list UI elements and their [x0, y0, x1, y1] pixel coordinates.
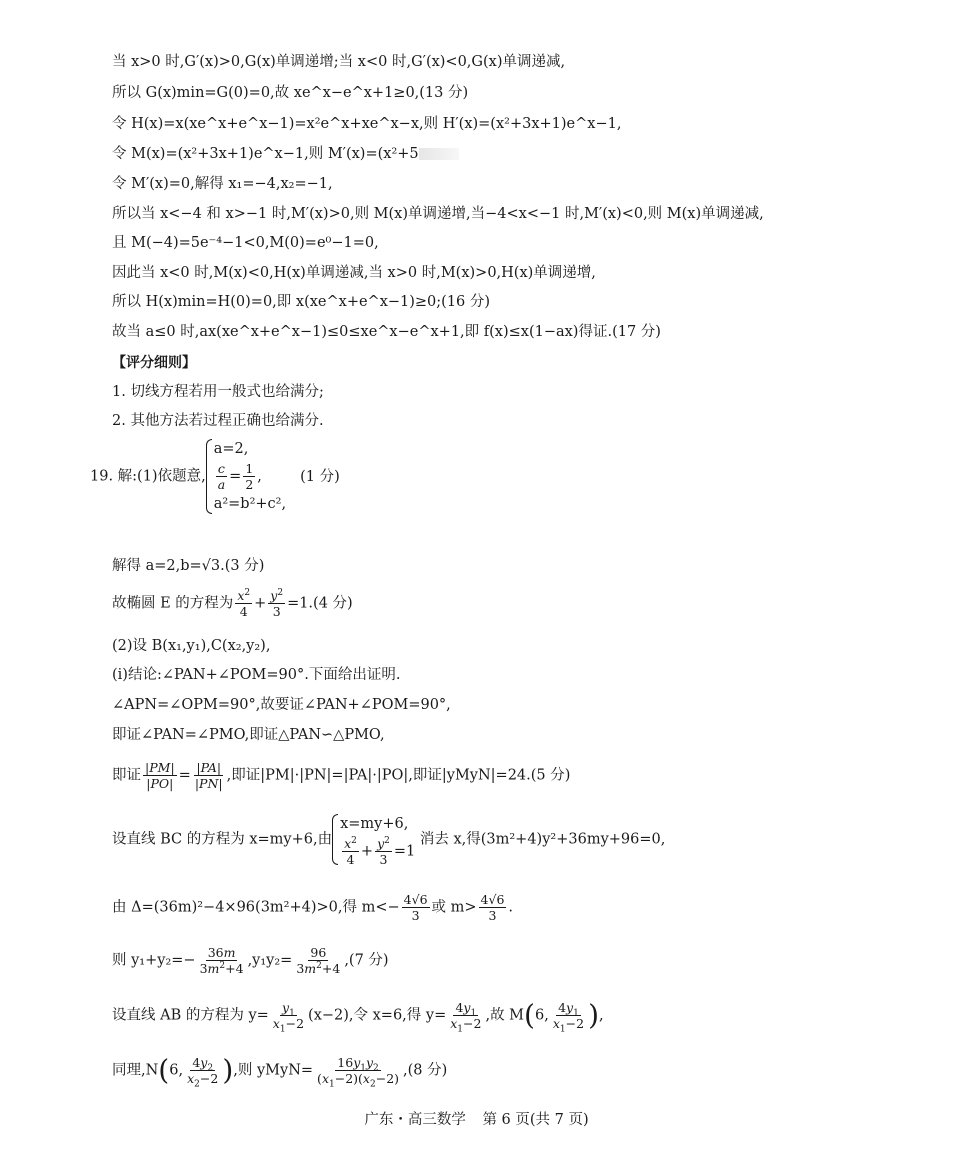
text-line-1: 当 x>0 时,G′(x)>0,G(x)单调递增;当 x<0 时,G′(x)<0,G(x)单调递减, [112, 54, 566, 70]
text-line-14: (2)设 B(x₁,y₁),C(x₂,y₂), [112, 638, 271, 654]
rule-item-1: 1. 切线方程若用一般式也给满分; [112, 384, 324, 400]
footer-region: 广东・高三数学 [364, 1112, 466, 1128]
text-line-16: ∠APN=∠OPM=90°,故要证∠PAN+∠POM=90°, [112, 697, 451, 713]
point-n-line: 同理,N(6, $\frac{4y_2}{x_2-2}$ ),则 yMyN= $\frac{16y_1y_2}{(x_1-2)(x_2-2)}$ ,(8 分) [112, 1053, 448, 1090]
text-line-3: 令 H(x)=x(xe^x+e^x−1)=x²e^x+xe^x−x,则 H′(x)=(x²+3x+1)e^x−1, [112, 116, 622, 132]
blurred-region [419, 148, 459, 160]
equation-system-2: x=my+6, $\frac{x^2}{4}$ + $\frac{y^2}{3}$ =1 [332, 812, 415, 867]
question-19-intro: 19. 解:(1)依题意, a=2, $\frac{c}{a}$ = $\frac{1}{2}$ , a²=b²+c², (1 分) [90, 437, 340, 516]
text-line-15: (i)结论:∠PAN+∠POM=90°.下面给出证明. [112, 667, 401, 683]
text-line-9: 所以 H(x)min=H(0)=0,即 x(xe^x+e^x−1)≥0;(16 分) [112, 294, 491, 310]
rule-item-2: 2. 其他方法若过程正确也给满分. [112, 413, 324, 429]
ratio-line: 即证 $\frac{|PM|}{|PO|}$ = $\frac{|PA|}{|PN|}$ ,即证|PM|·|PN|=|PA|·|PO|,即证|yMyN|=24.(5 分) [112, 760, 571, 791]
page-footer [0, 1108, 953, 1129]
text-line-6: 所以当 x<−4 和 x>−1 时,M′(x)>0,则 M(x)单调递增,当−4<x<−1 时,M′(x)<0,则 M(x)单调递减, [112, 206, 764, 222]
line-bc-system: 设直线 BC 的方程为 x=my+6,由 x=my+6, $\frac{x^2}{4}$ + $\frac{y^2}{3}$ =1 消去 x,得(3m²+4)y²+36my+96=0, [112, 812, 665, 867]
text-line-7: 且 M(−4)=5e⁻⁴−1<0,M(0)=e⁰−1=0, [112, 235, 379, 251]
text-line-4: 令 M(x)=(x²+3x+1)e^x−1,则 M′(x)=(x²+5 [112, 144, 459, 164]
text-line-12: 解得 a=2,b=√3.(3 分) [112, 558, 265, 574]
footer-page-number: 第 6 页(共 7 页) [482, 1112, 589, 1128]
text-line-2: 所以 G(x)min=G(0)=0,故 xe^x−e^x+1≥0,(13 分) [112, 85, 469, 101]
text-line-8: 因此当 x<0 时,M(x)<0,H(x)单调递减,当 x>0 时,M(x)>0,H(x)单调递增, [112, 265, 596, 281]
text-line-10: 故当 a≤0 时,ax(xe^x+e^x−1)≤0≤xe^x−e^x+1,即 f(x)≤x(1−ax)得证.(17 分) [112, 324, 661, 340]
line-ab-equation: 设直线 AB 的方程为 y= $\frac{y_1}{x_1-2}$ (x−2),令 x=6,得 y= $\frac{4y_1}{x_1-2}$ ,故 M(6, $\frac{4y_1}{x_1-2}$ ), [112, 998, 604, 1035]
discriminant-line: 由 Δ=(36m)²−4×96(3m²+4)>0,得 m<− $\frac{4√6}{3}$ 或 m> $\frac{4√6}{3}$ . [112, 892, 514, 923]
text-line-5: 令 M′(x)=0,解得 x₁=−4,x₂=−1, [112, 176, 333, 192]
vieta-line: 则 y₁+y₂=− $\frac{36m}{3m^2+4}$ ,y₁y₂= $\frac{96}{3m^2+4}$ ,(7 分) [112, 945, 389, 976]
text-line-17: 即证∠PAN=∠PMO,即证△PAN∽△PMO, [112, 727, 385, 743]
ellipse-equation-line: 故椭圆 E 的方程为 $\frac{x^2}{4}$ + $\frac{y^2}{3}$ =1.(4 分) [112, 587, 353, 619]
equation-system: a=2, $\frac{c}{a}$ = $\frac{1}{2}$ , a²=b²+c², [206, 437, 286, 516]
section-heading: 【评分细则】 [112, 355, 196, 371]
